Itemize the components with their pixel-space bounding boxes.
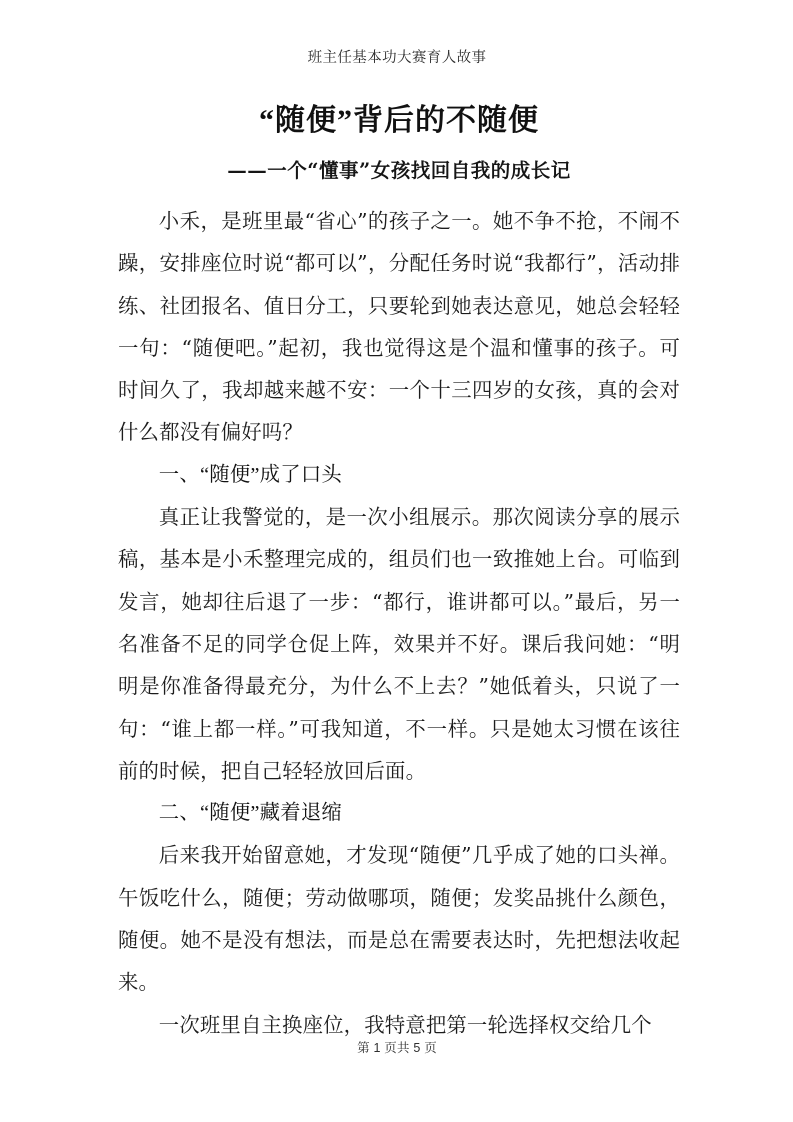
paragraph-section-two-body: 后来我开始留意她，才发现“随便”几乎成了她的口头禅。午饭吃什么，随便；劳动做哪项，随便；发奖品挑什么颜色，随便。她不是没有想法，而是总在需要表达时，先把想法收起来。 (118, 843, 680, 995)
document-body (118, 98, 680, 1046)
document-subtitle: ——一个“懂事”女孩找回自我的成长记 (227, 159, 571, 182)
paragraph-section-one-body: 真正让我警觉的，是一次小组展示。那次阅读分享的展示稿，基本是小禾整理完成的，组员们也一致推她上台。可临到发言，她却往后退了一步：“都行，谁讲都可以。”最后，另一名准备不足的同学仓促上阵，效果并不好。课后我问她：“明明是你准备得最充分，为什么不上去？”她低着头，只说了一句：“谁上都一样。”可我知道，不一样。只是她太习惯在该往前的时候，把自己轻轻放回后面。 (118, 505, 680, 783)
page-title: “随便”背后的不随便 (259, 104, 539, 137)
page-footer: 第 1 页共 5 页 (357, 1041, 437, 1055)
section-heading-two: 二、“随便”藏着退缩 (158, 802, 343, 825)
paragraph-intro: 小禾，是班里最“省心”的孩子之一。她不争不抢，不闹不躁，安排座位时说“都可以”，分配任务时说“我都行”，活动排练、社团报名、值日分工，只要轮到她表达意见，她总会轻轻一句：“随便吧。”起初，我也觉得这是个温和懂事的孩子。可时间久了，我却越来越不安：一个十三四岁的女孩，真的会对什么都没有偏好吗？ (118, 209, 680, 445)
section-heading-one: 一、“随便”成了口头 (158, 463, 343, 486)
page-header: 班主任基本功大赛育人故事 (307, 50, 487, 66)
paragraph-section-two-continued: 一次班里自主换座位，我特意把第一轮选择权交给几个 (158, 1012, 652, 1037)
